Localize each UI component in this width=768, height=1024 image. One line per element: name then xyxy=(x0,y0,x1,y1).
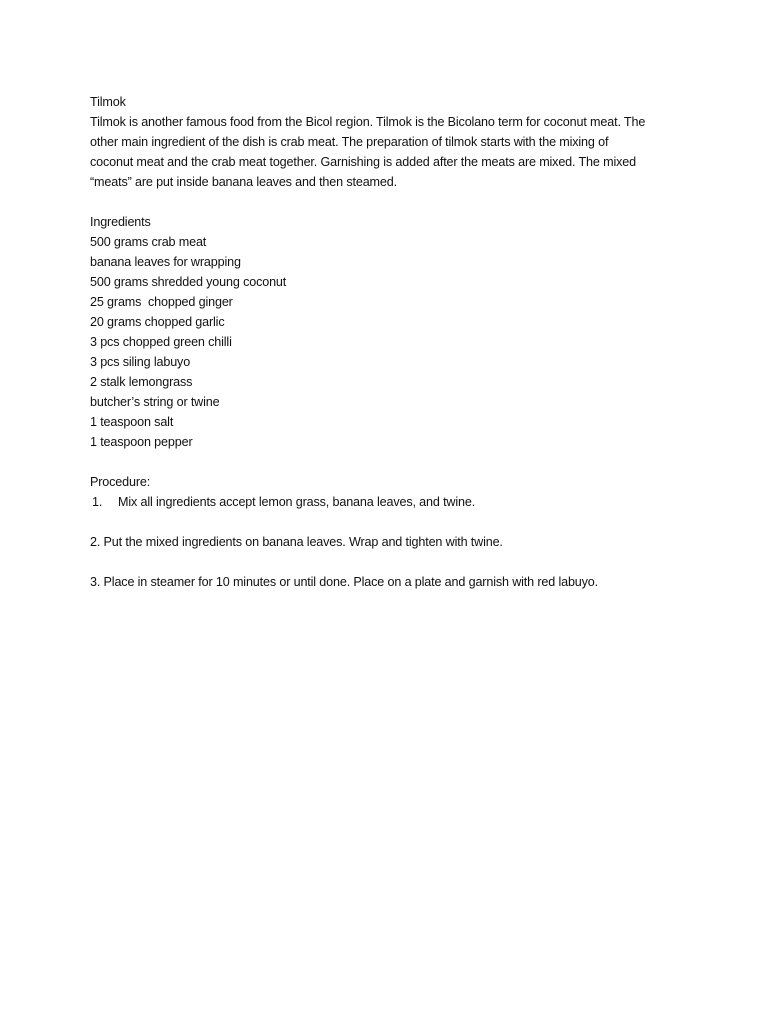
procedure-step-2: 2. Put the mixed ingredients on banana leaves. Wrap and tighten with twine. xyxy=(90,535,503,549)
spacer xyxy=(90,192,690,212)
spacer xyxy=(90,512,690,532)
ingredient-item: 1 teaspoon salt xyxy=(90,415,174,429)
spacer xyxy=(90,452,690,472)
procedure-step-3: 3. Place in steamer for 10 minutes or until done. Place on a plate and garnish with red labuyo. xyxy=(90,575,598,589)
ingredients-heading: Ingredients xyxy=(90,215,151,229)
intro-paragraph xyxy=(90,112,690,192)
ingredient-item: 20 grams chopped garlic xyxy=(90,315,225,329)
step-number: 1. xyxy=(92,495,103,509)
procedure-step-1 xyxy=(90,492,690,512)
ingredient-item: 25 grams chopped ginger xyxy=(90,295,233,309)
ingredient-item: 3 pcs chopped green chilli xyxy=(90,335,232,349)
ingredient-item: 1 teaspoon pepper xyxy=(90,435,193,449)
recipe-title: Tilmok xyxy=(90,95,126,109)
step-text: Mix all ingredients accept lemon grass, banana leaves, and twine. xyxy=(118,495,476,509)
intro-line: Tilmok is another famous food from the Bicol region. Tilmok is the Bicolano term for coconut meat. The xyxy=(90,115,646,129)
ingredient-item: 2 stalk lemongrass xyxy=(90,375,193,389)
ingredient-item: 3 pcs siling labuyo xyxy=(90,355,191,369)
ingredient-item: 500 grams shredded young coconut xyxy=(90,275,287,289)
ingredients-list xyxy=(90,232,690,452)
intro-line: “meats” are put inside banana leaves and then steamed. xyxy=(90,175,397,189)
ingredient-item: butcher’s string or twine xyxy=(90,395,220,409)
procedure-steps xyxy=(90,492,690,592)
spacer xyxy=(90,552,690,572)
intro-line: coconut meat and the crab meat together. Garnishing is added after the meats are mixed. The mixed xyxy=(90,155,636,169)
intro-line: other main ingredient of the dish is crab meat. The preparation of tilmok starts with the mixing of xyxy=(90,135,609,149)
ingredient-item: 500 grams crab meat xyxy=(90,235,207,249)
procedure-heading: Procedure: xyxy=(90,475,151,489)
document-body xyxy=(90,92,690,592)
ingredient-item: banana leaves for wrapping xyxy=(90,255,241,269)
